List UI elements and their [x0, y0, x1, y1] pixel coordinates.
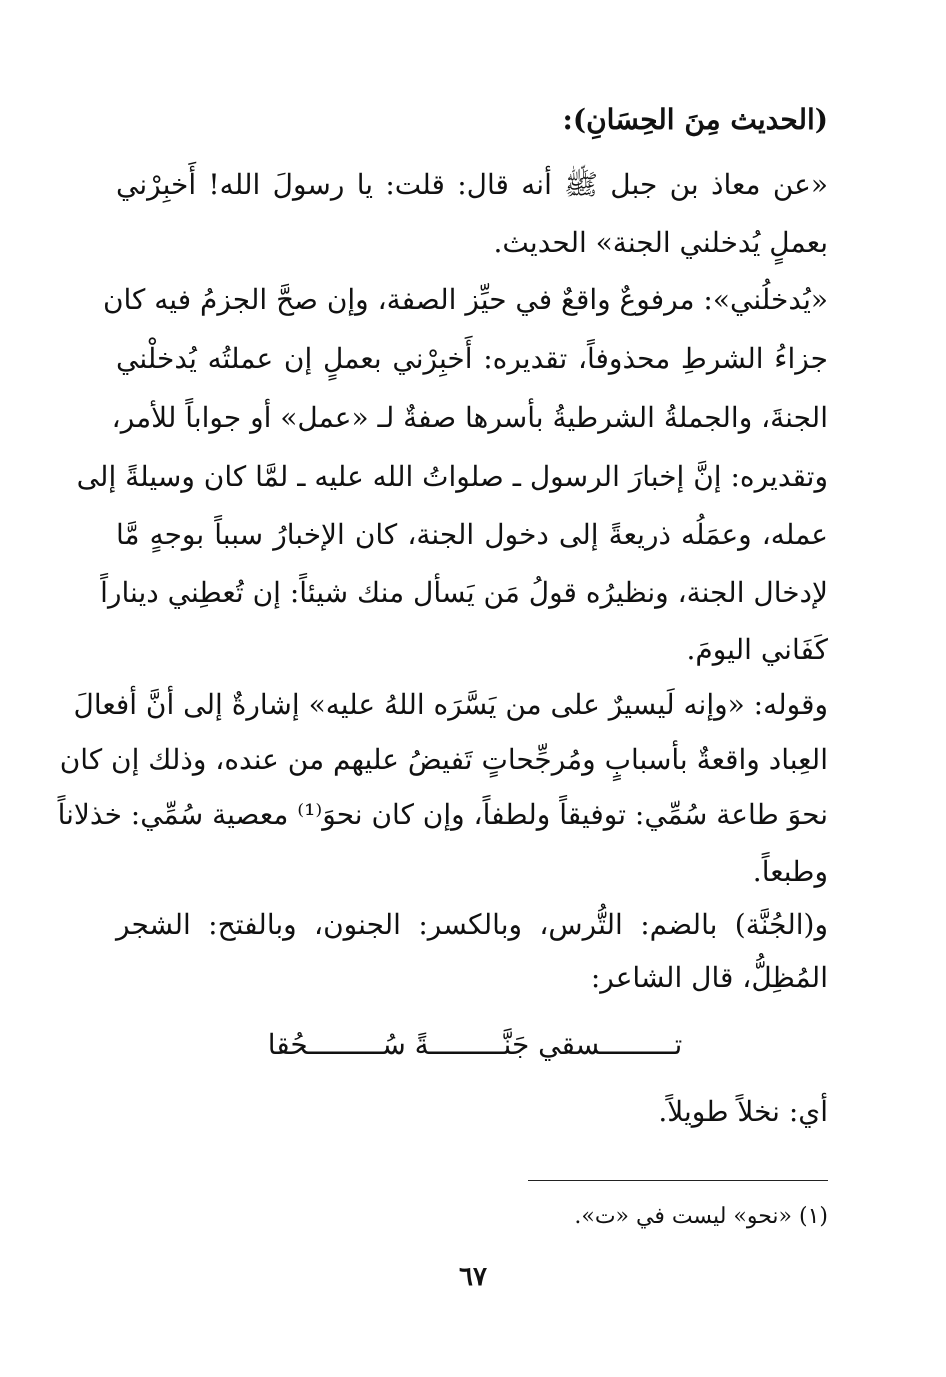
text-line: الجنةَ، والجملةُ الشرطيةُ بأسرها صفةٌ لـ «عمل» أو جواباً للأمر، [111, 401, 828, 434]
section-heading: (الحديث مِنَ الحِسَانِ): [562, 103, 828, 136]
poetry-verse: تـــــــــسقي جَنَّـــــــــةً سُـــــــــحُقا [267, 1028, 683, 1061]
text-line: «يُدخلُني»: مرفوعٌ واقعٌ في حيِّز الصفة، وإن صحَّ الجزمُ فيه كان [102, 283, 828, 316]
text-line: «عن معاذ بن جبل ﷺ أنه قال: قلت: يا رسولَ الله! أَخبِرْني [116, 168, 828, 201]
verse-explanation: أي: نخلاً طويلاً. [658, 1095, 828, 1128]
text-line: وطبعاً. [752, 855, 828, 888]
text-line: عمله، وعمَلُه ذريعةً إلى دخول الجنة، كان الإخبارُ سبباً بوجهٍ مَّا [116, 518, 828, 551]
text-line: وتقديره: إنَّ إخبارَ الرسول ـ صلواتُ الله عليه ـ لمَّا كان وسيلةً إلى [76, 460, 828, 493]
text-line: بعملٍ يُدخلني الجنة» الحديث. [493, 226, 828, 259]
text-line: جزاءُ الشرطِ محذوفاً، تقديره: أَخبِرْني بعملٍ إن عملتُه يُدخلْني [116, 342, 828, 375]
footnote-divider [528, 1180, 828, 1181]
text-line: المُظِلُّ، قال الشاعر: [590, 961, 828, 994]
text-line: نحوَ طاعة سُمِّي: توفيقاً ولطفاً، وإن كان نحوَ⁽¹⁾ معصية سُمِّي: خذلاناً [57, 798, 828, 831]
text-line: العِباد واقعةٌ بأسبابٍ ومُرجِّحاتٍ تَفيضُ عليهم من عنده، وذلك إن كان [59, 743, 828, 776]
text-line: لإدخال الجنة، ونظيرُه قولُ مَن يَسأل منك شيئاً: إن تُعطِني ديناراً [100, 576, 828, 609]
text-line: كَفَاني اليومَ. [686, 633, 828, 666]
text-line: و(الجُنَّة) بالضم: التُّرس، وبالكسر: الجنون، وبالفتح: الشجر [116, 908, 828, 941]
text-line: وقوله: «وإنه لَيسيرٌ على من يَسَّرَه اللهُ عليه» إشارةٌ إلى أنَّ أفعالَ [73, 688, 828, 721]
page-number: ٦٧ [459, 1262, 487, 1292]
footnote: (١) «نحو» ليست في «ت». [574, 1204, 828, 1229]
